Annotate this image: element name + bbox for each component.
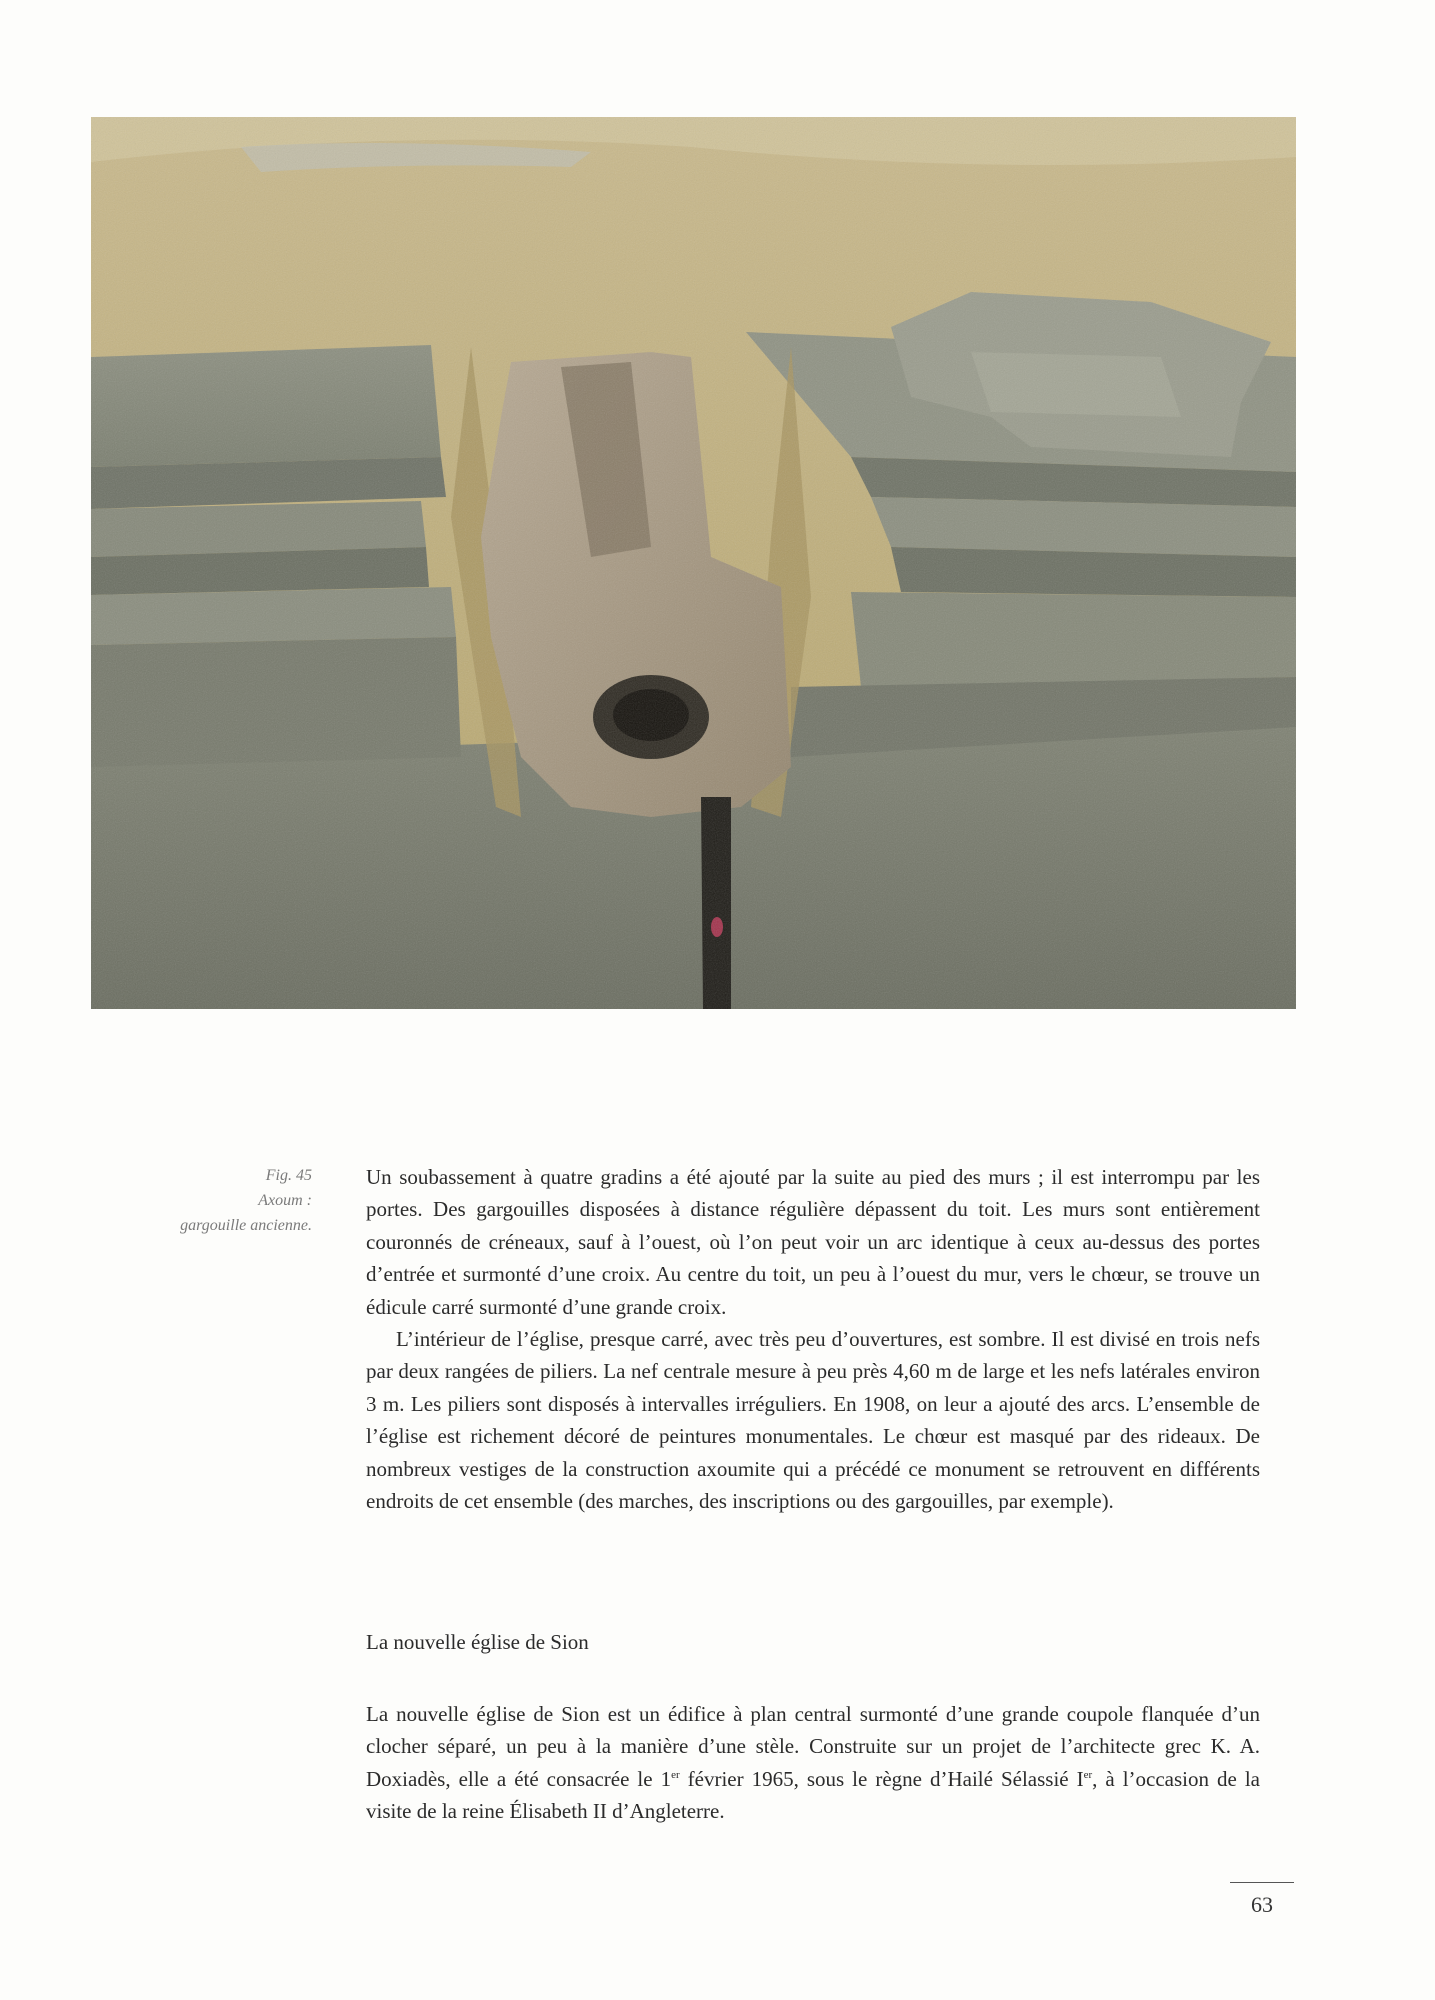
section-heading: La nouvelle église de Sion (366, 1630, 589, 1654)
page-number: 63 (1251, 1892, 1273, 1917)
section-text-part-2: février 1965, sous le règne d’Hailé Sélassié I (679, 1766, 1084, 1791)
photo-illustration (91, 117, 1296, 1009)
figure-caption (120, 1163, 312, 1238)
superscript-1: er (671, 1768, 680, 1781)
caption-figure-number: Fig. 45 (265, 1167, 312, 1184)
paragraph-1: Un soubassement à quatre gradins a été ajouté par la suite au pied des murs ; il est interrompu par les portes. Des gargouilles disposées à distance régulière dépassent du toit. Les murs sont entièrement couronnés de créneaux, sauf à l’ouest, où l’on peut voir un arc identique à ceux au-dessus des portes d’entrée et surmonté d’une croix. Au centre du toit, un peu à l’ouest du mur, vers le chœur, se trouve un édicule carré surmonté d’une grande croix. (366, 1165, 1260, 1319)
section-text-part-1: La nouvelle église de Sion est un édifice à plan central surmonté d’une grande coupole flanquée d’un clocher séparé, un peu à la manière d’une stèle. Construite sur un projet de l’architecte grec K. A. Doxiadès, elle a été consacrée le 1 (366, 1702, 1260, 1791)
page-number-rule (1230, 1882, 1294, 1883)
caption-location: Axoum : (258, 1192, 312, 1209)
section-paragraph (366, 1698, 1260, 1828)
superscript-2: er (1083, 1768, 1093, 1781)
caption-description: gargouille ancienne. (180, 1217, 312, 1234)
paragraph-2: L’intérieur de l’église, presque carré, avec très peu d’ouvertures, est sombre. Il est divisé en trois nefs par deux rangées de piliers. La nef centrale mesure à peu près 4,60 m de large et les nefs latérales environ 3 m. Les piliers sont disposés à intervalles irréguliers. En 1908, on leur a ajouté des arcs. L’ensemble de l’église est richement décoré de peintures monumentales. Le chœur est masqué par des rideaux. De nombreux vestiges de la construction axoumite qui a précédé ce monument se retrouvent en différents endroits de cet ensemble (des marches, des inscriptions ou des gargouilles, par exemple). (366, 1327, 1260, 1514)
gargoyle-photograph (91, 117, 1296, 1009)
section-text-part-3: , à l’occasion de la visite de la reine Élisabeth II d’Angleterre. (366, 1766, 1260, 1824)
body-text (366, 1161, 1260, 1517)
